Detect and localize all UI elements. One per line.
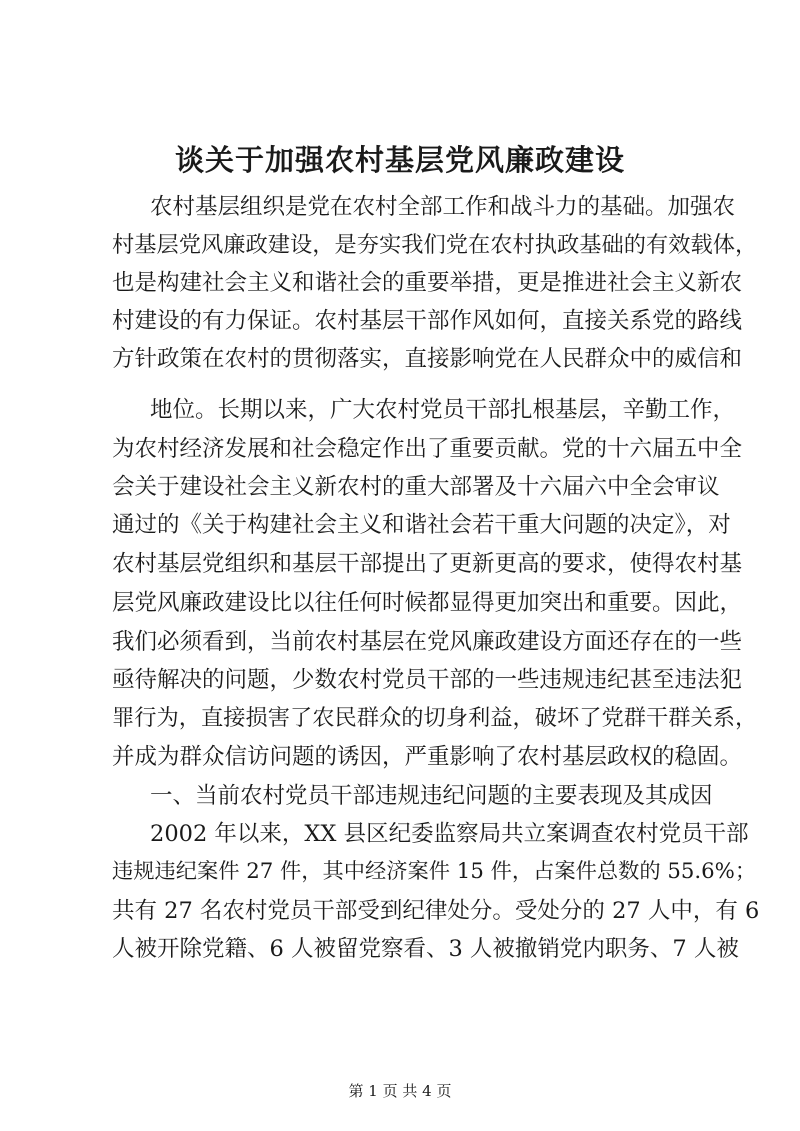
paragraph-line: 我们必须看到，当前农村基层在党风廉政建设方面还存在的一些 bbox=[112, 629, 743, 655]
paragraph-line: 也是构建社会主义和谐社会的重要举措，更是推进社会主义新农 bbox=[112, 270, 743, 296]
paragraph-line: 共有 27 名农村党员干部受到纪律处分。受处分的 27 人中，有 6 bbox=[112, 898, 760, 924]
paragraph-line: 人被开除党籍、6 人被留党察看、3 人被撤销党内职务、7 人被 bbox=[112, 936, 739, 962]
paragraph-line: 村基层党风廉政建设，是夯实我们党在农村执政基础的有效载体， bbox=[112, 232, 758, 258]
paragraph-line: 亟待解决的问题，少数农村党员干部的一些违规违纪甚至违法犯 bbox=[112, 667, 743, 693]
paragraph-line: 地位。长期以来，广大农村党员干部扎根基层，辛勤工作， bbox=[150, 397, 736, 423]
paragraph-line: 罪行为，直接损害了农民群众的切身利益，破坏了党群干群关系， bbox=[112, 705, 758, 731]
paragraph-line: 农村基层组织是党在农村全部工作和战斗力的基础。加强农 bbox=[150, 194, 736, 220]
document-title: 谈关于加强农村基层党风廉政建设 bbox=[174, 143, 625, 177]
paragraph-line: 并成为群众信访问题的诱因，严重影响了农村基层政权的稳固。 bbox=[112, 744, 743, 770]
paragraph-line: 村建设的有力保证。农村基层干部作风如何，直接关系党的路线 bbox=[112, 308, 743, 334]
paragraph-line: 农村基层党组织和基层干部提出了更新更高的要求，使得农村基 bbox=[112, 551, 743, 577]
paragraph-line: 方针政策在农村的贯彻落实，直接影响党在人民群众中的威信和 bbox=[112, 346, 743, 372]
paragraph-line: 违规违纪案件 27 件，其中经济案件 15 件，占案件总数的 55.6%； bbox=[112, 859, 757, 884]
section-heading: 一、当前农村党员干部违规违纪问题的主要表现及其成因 bbox=[150, 783, 713, 809]
paragraph-line: 会关于建设社会主义新农村的重大部署及十六届六中全会审议 bbox=[112, 474, 720, 500]
paragraph-line: 2002 年以来，XX 县区纪委监察局共立案调查农村党员干部 bbox=[150, 821, 749, 847]
paragraph-line: 层党风廉政建设比以往任何时候都显得更加突出和重要。因此， bbox=[112, 590, 743, 616]
paragraph-line: 通过的《关于构建社会主义和谐社会若干重大问题的决定》，对 bbox=[112, 512, 731, 538]
paragraph-line: 为农村经济发展和社会稳定作出了重要贡献。党的十六届五中全 bbox=[112, 436, 743, 462]
page-footer: 第 1 页 共 4 页 bbox=[348, 1082, 452, 1100]
